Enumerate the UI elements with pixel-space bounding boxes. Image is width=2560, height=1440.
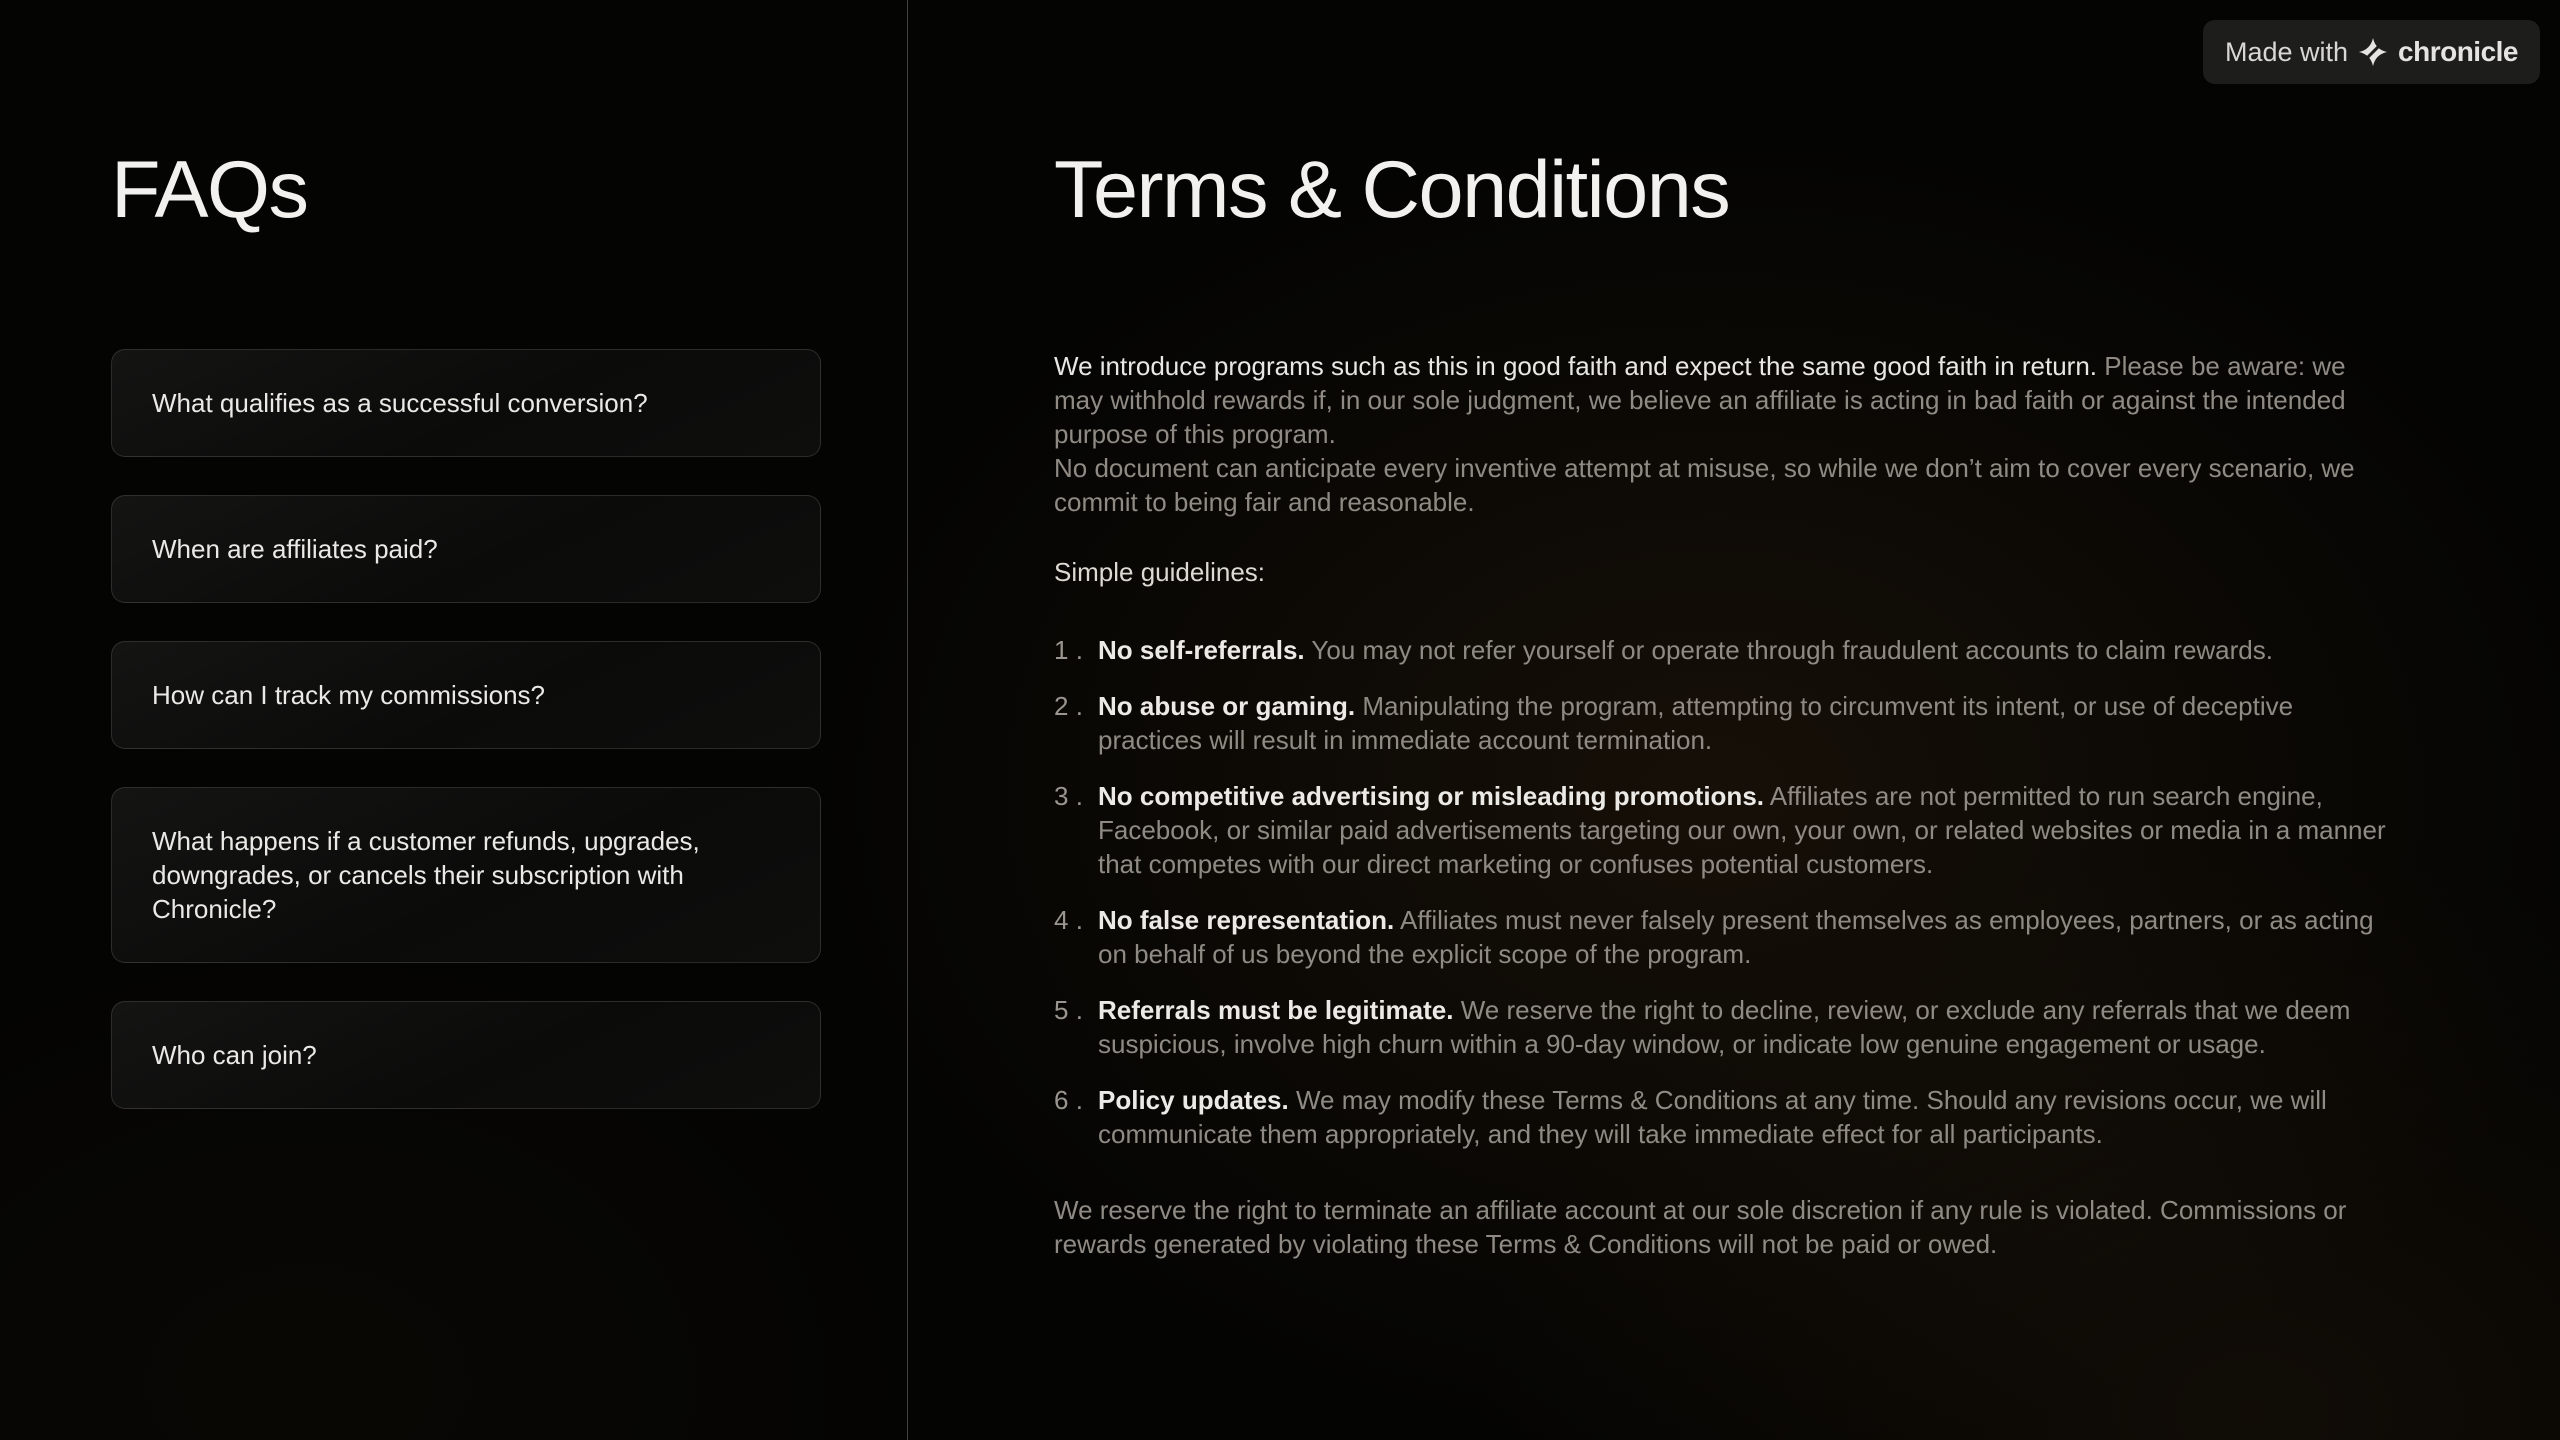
guideline-body: Affiliates must never falsely present themselves as employees, partners, or as acting on behalf of us beyond the explicit scope of the program. xyxy=(1098,905,2374,970)
made-with-label: Made with xyxy=(2224,36,2349,67)
terms-intro-paragraph xyxy=(1054,349,2399,519)
guideline-body: We may modify these Terms & Conditions at any time. Should any revisions occur, we will communicate them appropriately, and they will take immediate effect for all participants. xyxy=(1098,1085,2327,1150)
terms-title: Terms & Conditions xyxy=(1054,145,1730,235)
faq-card-successful-conversion[interactable] xyxy=(111,349,821,457)
faq-title: FAQs xyxy=(111,145,308,235)
faq-panel xyxy=(0,0,908,1440)
faq-card-track-commissions[interactable] xyxy=(111,641,821,749)
guideline-no-competitive-advertising xyxy=(1054,779,2399,881)
terms-intro-bright: We introduce programs such as this in good faith and expect the same good faith in return. xyxy=(1054,351,2098,382)
faq-card-refunds-cancellations[interactable] xyxy=(111,787,821,963)
guideline-body: We reserve the right to decline, review, or exclude any referrals that we deem suspicious, involve high churn within a 90-day window, or indicate low genuine engagement or usage. xyxy=(1098,995,2351,1060)
guideline-legitimate-referrals xyxy=(1054,993,2399,1061)
faq-card-list xyxy=(111,349,907,1109)
faq-question: How can I track my commissions? xyxy=(152,680,545,711)
guideline-body: You may not refer yourself or operate through fraudulent accounts to claim rewards. xyxy=(1311,635,2273,666)
terms-body xyxy=(1054,145,2399,1261)
guidelines-label: Simple guidelines: xyxy=(1054,557,1266,588)
guideline-lead: No abuse or gaming. xyxy=(1098,691,1356,722)
guideline-lead: No false representation. xyxy=(1098,905,1395,936)
made-with-chronicle-badge[interactable] xyxy=(2203,20,2540,84)
chronicle-brand-label: chronicle xyxy=(2398,36,2518,67)
faq-card-who-can-join[interactable] xyxy=(111,1001,821,1109)
terms-closing-paragraph: We reserve the right to terminate an affiliate account at our sole discretion if any rule is violated. Commissions or rewards generated by violating these Terms & Conditions will not be paid or owed. xyxy=(1054,1195,2347,1260)
faq-card-affiliates-paid[interactable] xyxy=(111,495,821,603)
terms-intro-line2: No document can anticipate every inventive attempt at misuse, so while we don’t aim to cover every scenario, we commit to being fair and reasonable. xyxy=(1054,453,2355,518)
guideline-body: Affiliates are not permitted to run search engine, Facebook, or similar paid advertisements targeting our own, your own, or related websites or media in a manner that competes with our direct marketing or confuses potential customers. xyxy=(1098,781,2386,880)
guideline-lead: Policy updates. xyxy=(1098,1085,1289,1116)
terms-intro-muted: Please be aware: we may withhold rewards if, in our sole judgment, we believe an affiliate is acting in bad faith or against the intended purpose of this program. xyxy=(1054,351,2346,450)
guidelines-list xyxy=(1054,633,2399,1151)
guideline-lead: Referrals must be legitimate. xyxy=(1098,995,1454,1026)
terms-panel xyxy=(909,0,2560,1440)
guideline-no-self-referrals xyxy=(1054,633,2399,667)
faq-question: What happens if a customer refunds, upgrades, downgrades, or cancels their subscription with Chronicle? xyxy=(152,826,700,925)
faq-question: What qualifies as a successful conversion? xyxy=(152,388,648,419)
guideline-no-abuse-or-gaming xyxy=(1054,689,2399,757)
guideline-body: Manipulating the program, attempting to circumvent its intent, or use of deceptive practices will result in immediate account termination. xyxy=(1098,691,2294,756)
guideline-policy-updates xyxy=(1054,1083,2399,1151)
faq-question: Who can join? xyxy=(152,1040,317,1071)
guideline-lead: No self-referrals. xyxy=(1098,635,1305,666)
guideline-no-false-representation xyxy=(1054,903,2399,971)
guideline-lead: No competitive advertising or misleading promotions. xyxy=(1098,781,1764,812)
faq-question: When are affiliates paid? xyxy=(152,534,438,565)
chronicle-logo-icon xyxy=(2358,37,2388,67)
